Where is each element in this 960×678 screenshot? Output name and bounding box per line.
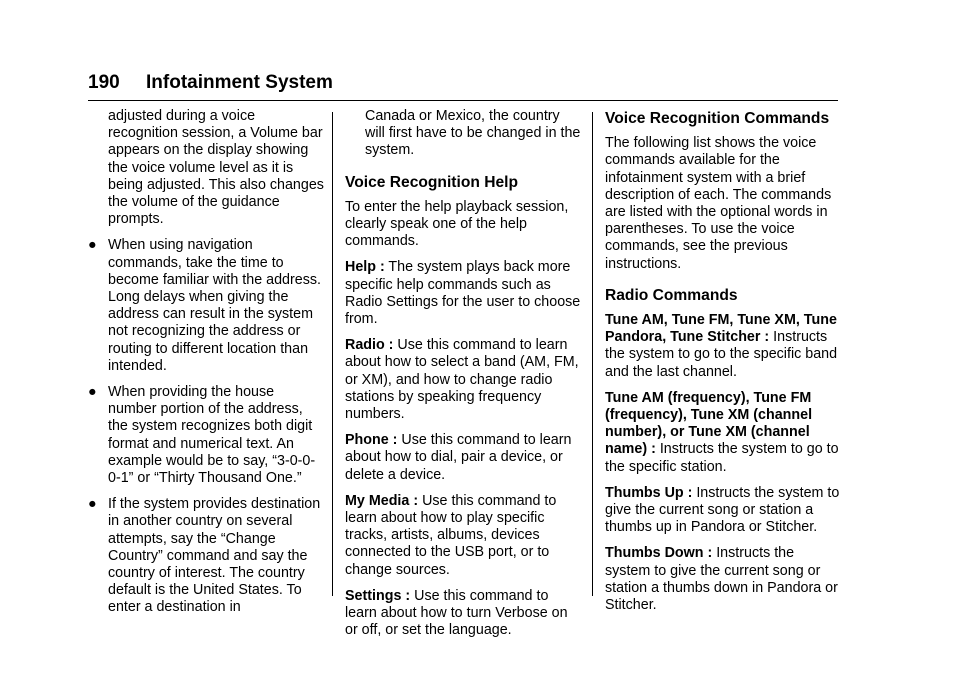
help-term: Help :: [345, 259, 385, 276]
list-item: [88, 237, 326, 375]
command-term: Tune AM (frequency), Tune FM (frequency), Tune XM (channel number), or Tune XM (channel name) :: [605, 389, 813, 458]
continued-paragraph: Canada or Mexico, the country will first have to be changed in the system.: [365, 108, 581, 159]
command-term: Tune AM, Tune FM, Tune XM, Tune Pandora, Tune Stitcher :: [605, 312, 837, 346]
section-heading: Voice Recognition Help: [345, 173, 518, 191]
bullet-text: When providing the house number portion of the address, the system recognizes both digit format and numerical text. An example would be to say, “3-0-0-0-1” or “Thirty Thousand One.”: [108, 384, 316, 487]
command-term: Thumbs Up :: [605, 484, 693, 501]
page-header: [88, 70, 838, 101]
section-heading: Voice Recognition Commands: [605, 110, 830, 127]
help-item: [345, 259, 581, 328]
section-intro: The following list shows the voice commands available for the infotainment system with a brief description of each. The commands are listed with the optional words in parentheses. To use the voice commands, see the previous instructions.: [605, 135, 832, 272]
help-desc: Use this command to learn about how to play specific tracks, artists, albums, devices connected to the USB port, or to change sources.: [345, 492, 557, 578]
help-item: [345, 493, 581, 579]
bullet-text: If the system provides destination in another country on several attempts, say the “Change Country” command and say the country of interest. The country default is the United States. To enter a destination in: [108, 496, 321, 616]
bullet-icon: ●: [88, 384, 97, 401]
bullet-icon: ●: [88, 237, 97, 254]
page-title: Infotainment System: [146, 72, 333, 93]
help-term: My Media :: [345, 492, 419, 509]
bullet-text: When using navigation commands, take the time to become familiar with the address. Long delays when giving the address can result in the system not recognizing the address or routing to different location than intended.: [108, 237, 321, 374]
column-3: [605, 108, 841, 623]
command-desc: Instructs the system to go to the specific band and the last channel.: [605, 329, 838, 380]
command-term: Thumbs Down :: [605, 545, 713, 562]
subsection-heading: Radio Commands: [605, 286, 738, 304]
command-item: [605, 485, 841, 537]
command-desc: Instructs the system to go to the specific station.: [605, 441, 839, 475]
command-item: [605, 312, 841, 381]
command-desc: Instructs the system to give the current song or station a thumbs up in Pandora or Stitcher.: [605, 484, 840, 536]
help-desc: The system plays back more specific help commands such as Radio Settings for the user to choose from.: [345, 259, 581, 328]
help-item: [345, 432, 581, 484]
bullet-icon: ●: [88, 496, 97, 513]
page-number: 190: [88, 72, 120, 93]
column-1: [88, 108, 326, 626]
column-divider: [592, 112, 593, 596]
section-intro: To enter the help playback session, clearly speak one of the help commands.: [345, 198, 569, 250]
help-desc: Use this command to learn about how to turn Verbose on or off, or set the language.: [345, 587, 568, 639]
list-item: [88, 496, 326, 616]
column-divider: [332, 112, 333, 596]
help-term: Radio :: [345, 337, 394, 354]
command-desc: Instructs the system to give the current song or station a thumbs down in Pandora or Stitcher.: [605, 545, 838, 614]
help-desc: Use this command to learn about how to select a band (AM, FM, or XM), and how to change radio stations by speaking frequency numbers.: [345, 337, 579, 423]
help-item: [345, 588, 581, 640]
command-item: [605, 545, 841, 614]
column-2: [345, 108, 581, 648]
help-term: Phone :: [345, 432, 398, 449]
lead-paragraph: adjusted during a voice recognition session, a Volume bar appears on the display showing the voice volume level as it is being adjusted. This also changes the volume of the guidance prompts.: [108, 108, 324, 228]
command-item: [605, 390, 841, 476]
help-term: Settings :: [345, 587, 411, 604]
help-item: [345, 337, 581, 423]
help-desc: Use this command to learn about how to dial, pair a device, or delete a device.: [345, 432, 572, 483]
list-item: [88, 384, 326, 487]
